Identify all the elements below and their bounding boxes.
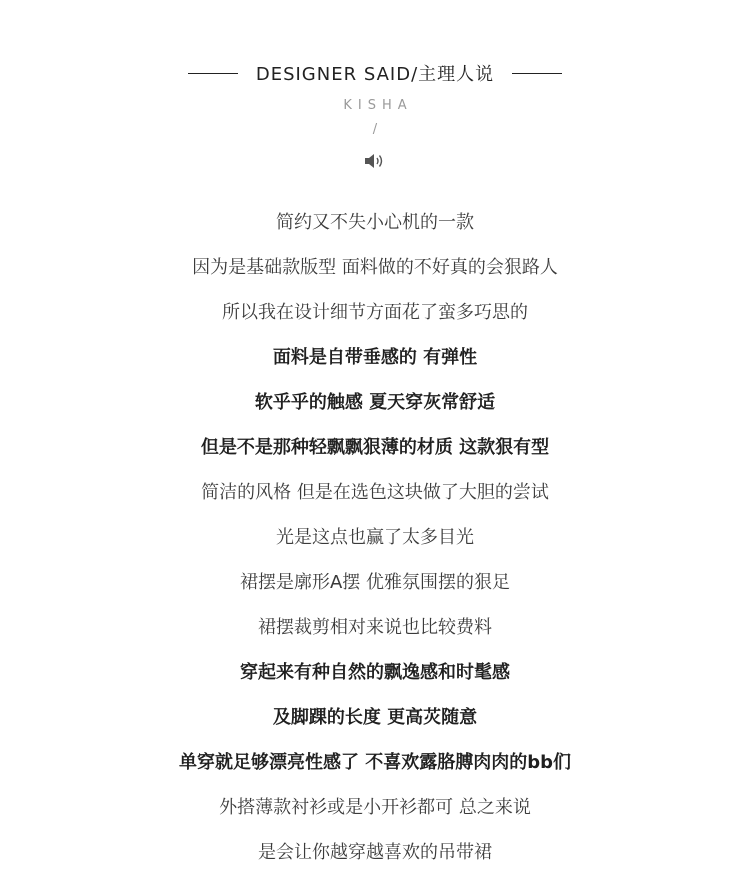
text-line: 裙摆是廓形A摆 优雅氛围摆的狠足 <box>239 572 511 593</box>
description-text <box>0 209 750 884</box>
text-line: 因为是基础款版型 面料做的不好真的会狠路人 <box>192 257 558 278</box>
speaker-icon[interactable] <box>364 151 386 171</box>
text-line: 简约又不失小心机的一款 <box>276 212 474 233</box>
text-line: 单穿就足够漂亮性感了 不喜欢露胳膊肉肉的bb们 <box>178 752 572 773</box>
text-line: 是会让你越穿越喜欢的吊带裙 <box>258 842 492 863</box>
text-line: 但是不是那种轻飘飘狠薄的材质 这款狠有型 <box>200 437 550 458</box>
header-left-divider <box>188 73 238 74</box>
text-line: 所以我在设计细节方面花了蛮多巧思的 <box>222 302 528 323</box>
text-line: 及脚踝的长度 更高苂随意 <box>272 707 478 728</box>
text-line: 外搭薄款衬衫或是小开衫都可 总之来说 <box>219 797 531 818</box>
section-header <box>0 58 750 88</box>
text-line: 面料是自带垂感的 有弹性 <box>272 347 478 368</box>
text-line: 光是这点也赢了太多目光 <box>276 527 474 548</box>
name-separator: / <box>372 122 378 137</box>
section-title: DESIGNER SAID/主理人说 <box>255 64 495 85</box>
header-right-divider <box>512 73 562 74</box>
designer-name: KISHA <box>343 98 413 113</box>
text-line: 穿起来有种自然的飘逸感和时髦感 <box>240 662 510 683</box>
text-line: 软乎乎的触感 夏天穿灰常舒适 <box>254 392 496 413</box>
text-line: 简洁的风格 但是在选色这块做了大胆的尝试 <box>201 482 549 503</box>
text-line: 裙摆裁剪相对来说也比较费料 <box>258 617 492 638</box>
